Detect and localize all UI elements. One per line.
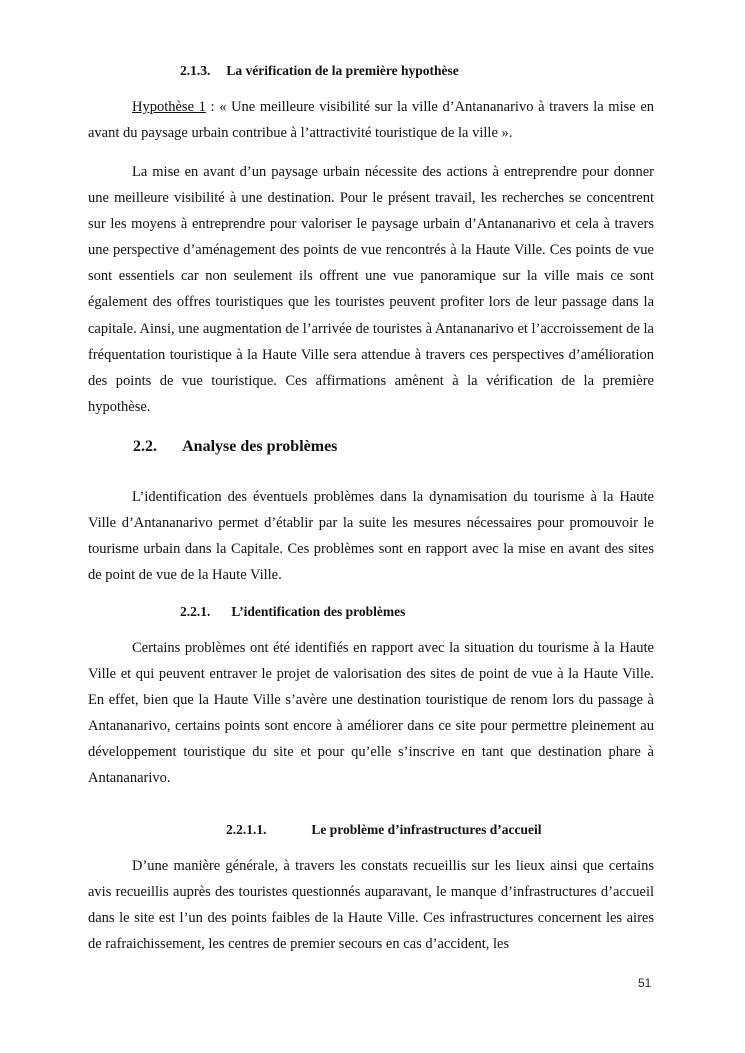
heading-number: 2.1.3. (180, 63, 211, 78)
heading-2-1-3 (180, 63, 459, 79)
hypothesis-paragraph (88, 94, 654, 146)
paragraph-4: D’une manière générale, à travers les constats recueillis sur les lieux ainsi que certains avis recueillis auprès des touristes questionnés auparavant, le manque d’infrastructures d’accueil dans le site est l’un des points faibles de la Haute Ville. Ces infrastructures concernent les aires de rafraichissement, les centres de premier secours en cas d’accident, les (88, 858, 654, 953)
paragraph-3: Certains problèmes ont été identifiés en rapport avec la situation du tourisme à la Haute Ville et qui peuvent entraver le projet de valorisation des sites de point de vue à la Haute Ville. En effet, bien que la Haute Ville s’avère une destination touristique de renom lors du passage à Antananarivo, certains points sont encore à améliorer dans ce site pour permettre pleinement au développement touristique du site et pour qu’elle s’inscrive en tant que destination phare à Antananarivo. (88, 640, 654, 787)
paragraph-1: La mise en avant d’un paysage urbain nécessite des actions à entreprendre pour donner une meilleure visibilité à une destination. Pour le présent travail, les recherches se concentrent sur les moyens à entreprendre pour valoriser le paysage urbain d’Antananarivo et cela à travers une perspective d’aménagement des points de vue rencontrés à la Haute Ville. Ces points de vue sont essentiels car non seulement ils offrent une vue panoramique sur la ville mais ce sont également des offres touristiques que les touristes peuvent profiter lors de leur passage dans la capitale. Ainsi, une augmentation de l’arrivée de touristes à Antananarivo et l’accroissement de la fréquentation touristique à la Haute Ville sera attendue à travers ces perspectives d’amélioration des points de vue touristique. Ces affirmations amènent à la vérification de la première hypothèse. (88, 164, 654, 415)
heading-title: Le problème d’infrastructures d’accueil (311, 822, 542, 837)
heading-2-2 (133, 438, 337, 456)
heading-number: 2.2. (133, 438, 157, 455)
hypothesis-text: : « Une meilleure visibilité sur la ville d’Antananarivo à travers la mise en avant du paysage urbain contribue à l’attractivité touristique de la ville ». (88, 99, 655, 142)
hypothesis-label: Hypothèse 1 (132, 99, 206, 115)
heading-number: 2.2.1.1. (226, 822, 267, 837)
heading-number: 2.2.1. (180, 604, 211, 619)
paragraph-2: L’identification des éventuels problèmes dans la dynamisation du tourisme à la Haute Ville d’Antananarivo permet d’établir par la suite les mesures nécessaires pour promouvoir le tourisme urbain dans la Capitale. Ces problèmes sont en rapport avec la mise en avant des sites de point de vue de la Haute Ville. (88, 489, 654, 584)
heading-2-2-1 (180, 604, 405, 620)
page-number: 51 (638, 976, 652, 990)
heading-title: Analyse des problèmes (182, 438, 338, 455)
heading-title: La vérification de la première hypothèse (226, 63, 459, 78)
heading-2-2-1-1 (226, 822, 541, 838)
heading-title: L’identification des problèmes (231, 604, 406, 619)
